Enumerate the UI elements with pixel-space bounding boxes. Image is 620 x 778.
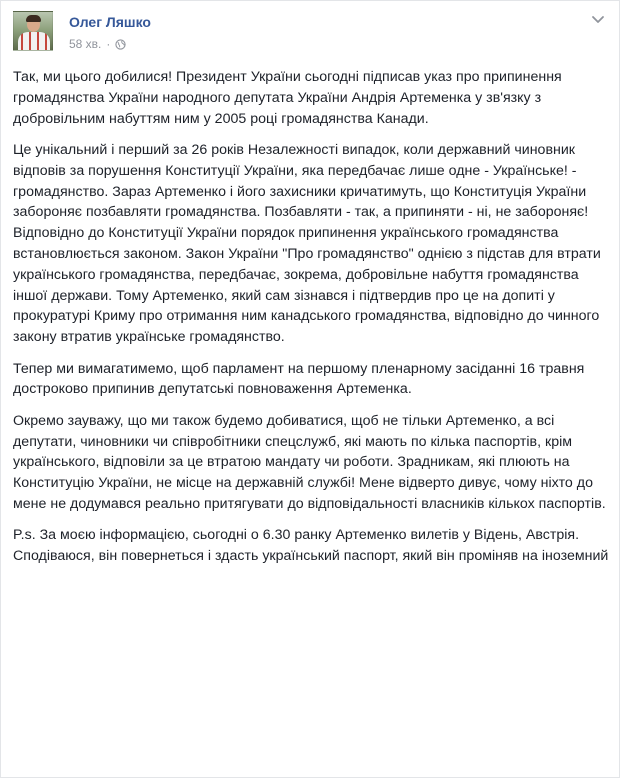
post-header (13, 11, 151, 52)
post-body (13, 67, 613, 578)
post-meta (69, 11, 151, 52)
post-paragraph-4: Окремо зауважу, що ми також будемо добиватися, щоб не тільки Артеменко, а всі депутати, чиновники чи співробітники спецслужб, які мають по кілька паспортів, крім українського, відповіли за це втратою мандату чи роботи. Зрадникам, які плюють на Конституцію України, не місце на державній службі! Мене відверто дивує, чому ніхто до мене не додумався реально притягувати до відповідальності власників кількох паспортів. (13, 412, 606, 512)
author-name-link[interactable]: Олег Ляшко (69, 14, 151, 30)
post-timestamp-link[interactable]: 58 хв. (69, 37, 102, 51)
post-paragraph-2: Це унікальний і перший за 26 років Незалежності випадок, коли державний чиновник відповів за порушення Конституції України, яка передбачає лише одне - Українське! - громадянство. Зараз Артеменко і його захисники кричатимуть, що Конституція України забороняє позбавляти громадянства. Позбавляти - так, а припиняти - ні, не забороняє! Відповідно до Конституції України порядок припинення українського громадянства встановлюється законом. Закон України "Про громадянство" однією з підстав для втрати українського громадянства, передбачає, зокрема, добровільне набуття громадянства іншої держави. Тому Артеменко, який сам зізнався і підтвердив про це на допиті у прокуратурі Криму про отримання ним канадського громадянства, відповідно до чинного закону втратив українське громадянство. (13, 141, 601, 346)
post-paragraph-1: Так, ми цього добилися! Президент України сьогодні підписав указ про припинення громадянства України народного депутата України Андрія Артеменка у зв'язку з добровільним набуттям ним у 2005 році громадянства Канади. (13, 69, 562, 127)
globe-icon[interactable] (115, 39, 126, 50)
post-subline (69, 36, 151, 52)
author-avatar[interactable] (13, 11, 53, 51)
avatar-hair (26, 15, 41, 22)
meta-separator: · (106, 37, 111, 51)
post-paragraph-5: P.s. За моєю інформацією, сьогодні о 6.30 ранку Артеменко вилетів у Відень, Австрія. Сподіваюся, він повернеться і здасть український паспорт, який він проміняв на іноземний (13, 527, 609, 565)
avatar-shirt (18, 32, 50, 51)
chevron-down-icon[interactable] (591, 15, 605, 25)
post-paragraph-3: Тепер ми вимагатимемо, щоб парламент на першому пленарному засіданні 16 травня достроково припинив депутатські повноваження Артеменка. (13, 360, 585, 398)
